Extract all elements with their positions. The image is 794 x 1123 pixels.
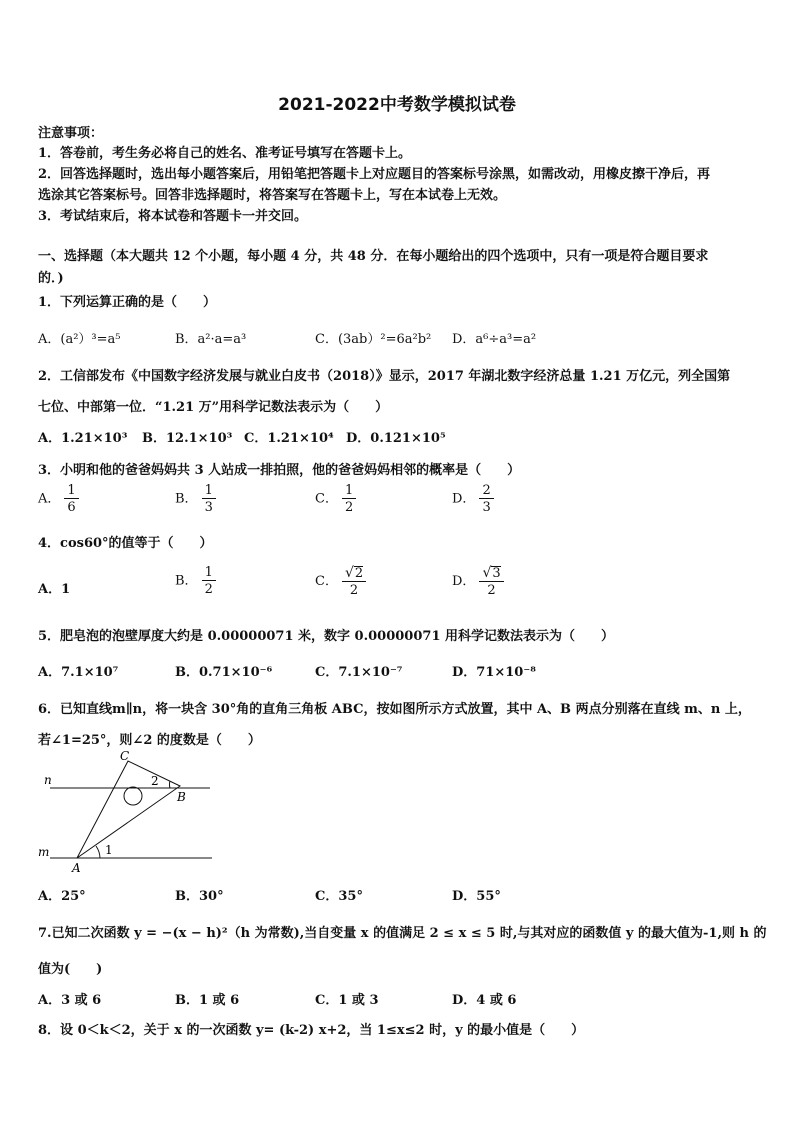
label-c: C [120,749,130,763]
q3-option-b-fraction [202,484,216,514]
q2-option-d: D．0.121×10⁵ [346,431,446,446]
q4-option-b-label: B． [175,573,198,589]
label-angle-1: 1 [105,843,113,857]
denominator: 2 [204,582,213,597]
q7-option-a: A．3 或 6 [38,993,102,1008]
denominator: 3 [204,500,213,515]
numerator: 1 [342,484,356,499]
section-heading-line-2: 的．) [38,271,64,286]
q4-option-c-fraction [342,566,366,597]
question-2-stem-1: 2．工信部发布《中国数字经济发展与就业白皮书（2018）》显示，2017 年湖北数字经济总量 1.21 万亿元，列全国第 [38,369,731,384]
q3-option-d-fraction [479,484,493,514]
numerator [479,566,503,582]
q4-option-c-label: C． [315,574,338,589]
angle-1-arc [96,846,100,858]
question-6-stem-2: 若∠1=25°，则∠2 的度数是（ ） [38,733,261,748]
radicand: 2 [354,566,364,581]
q1-option-d: D．a⁶÷a³=a² [452,332,537,347]
numerator [342,566,366,582]
hole-circle [124,787,142,805]
q3-option-c-label: C． [315,491,338,507]
q3-option-c-fraction [342,484,356,514]
question-6-stem-1: 6．已知直线m∥n，将一块含 30°角的直角三角板 ABC，按如图所示方式放置，其中 A、B 两点分别落在直线 m、n 上， [38,702,751,717]
question-8-stem: 8．设 0＜k＜2，关于 x 的一次函数 y= (k-2) x+2，当 1≤x≤2 时，y 的最小值是（ ） [38,1023,585,1038]
q6-option-d: D．55° [452,889,501,904]
q6-option-c: C．35° [315,889,363,904]
q1-option-a: A．(a²）³=a⁵ [38,332,121,347]
q3-option-a-fraction [64,484,78,514]
q5-option-b: B．0.71×10⁻⁶ [175,665,273,680]
q2-option-b: B．12.1×10³ [142,431,233,446]
question-5-stem: 5．肥皂泡的泡壁厚度大约是 0.00000071 米，数字 0.00000071 用科学记数法表示为（ ） [38,629,615,644]
q3-option-b-label: B． [175,491,198,507]
question-2-stem-2: 七位、中部第一位．“1.21 万”用科学记数法表示为（ ） [38,400,389,415]
q3-option-c [315,484,356,514]
question-1-stem: 1．下列运算正确的是（ ） [38,295,217,310]
q2-option-a: A．1.21×10³ [38,431,128,446]
q4-option-c [315,566,366,597]
notice-line-3: 3．考试结束后，将本试卷和答题卡一并交回。 [38,209,308,224]
numerator: 1 [202,566,216,581]
label-b: B [177,790,186,804]
radicand: 3 [492,566,501,581]
q4-option-d [452,566,504,597]
q1-option-b: B．a²·a=a³ [175,332,247,347]
q4-option-a: A．1 [38,582,71,597]
q3-option-d [452,484,494,514]
q5-option-a: A．7.1×10⁷ [38,665,119,680]
label-n: n [44,773,52,787]
denominator: 2 [349,583,359,598]
radical-sign: √ [344,565,354,581]
q4-option-d-fraction [479,566,503,597]
q5-option-c: C．7.1×10⁻⁷ [315,665,403,680]
q6-option-a: A．25° [38,889,86,904]
question-3-stem: 3．小明和他的爸爸妈妈共 3 人站成一排拍照，他的爸爸妈妈相邻的概率是（ ） [38,463,521,478]
q4-option-d-label: D． [452,574,476,589]
q4-option-b-fraction [202,566,216,596]
notice-line-2b: 选涂其它答案标号。回答非选择题时，将答案写在答题卡上，写在本试卷上无效。 [38,188,507,203]
label-angle-2: 2 [151,774,159,788]
denominator: 6 [67,500,76,515]
numerator: 1 [64,484,78,499]
denominator: 2 [344,500,354,515]
radical-sign: √ [482,565,492,581]
question-7-stem-2: 值为( ) [38,962,103,977]
q7-option-d: D．4 或 6 [452,993,517,1008]
q7-option-c: C．1 或 3 [315,993,379,1008]
q3-option-a-label: A． [38,491,61,507]
triangle-abc [77,761,180,858]
angle-2-arc [169,781,170,788]
q3-option-b [175,484,216,514]
page-title: 2021-2022中考数学模拟试卷 [278,95,516,115]
q3-option-d-label: D． [452,491,476,507]
notice-line-2a: 2．回答选择题时，选出每小题答案后，用铅笔把答题卡上对应题目的答案标号涂黑，如需改动，用橡皮擦干净后，再 [38,167,711,182]
denominator: 2 [487,583,496,598]
notice-line-1: 1．答卷前，考生务必将自己的姓名、准考证号填写在答题卡上。 [38,146,412,161]
q5-option-d: D．71×10⁻⁸ [452,665,536,680]
q1-option-c: C．(3ab）²=6a²b² [315,332,432,347]
question-7-stem-1: 7.已知二次函数 y = −(x − h)²（h 为常数),当自变量 x 的值满足 2 ≤ x ≤ 5 时,与其对应的函数值 y 的最大值为-1,则 h 的 [38,926,767,941]
q3-option-a [38,484,79,514]
numerator: 2 [479,484,493,499]
question-4-stem: 4．cos60°的值等于（ ） [38,536,213,551]
q6-option-b: B．30° [175,889,224,904]
q7-option-b: B．1 或 6 [175,993,240,1008]
numerator: 1 [202,484,216,499]
q4-option-b [175,566,216,596]
q2-option-c: C．1.21×10⁴ [244,431,334,446]
denominator: 3 [482,500,491,515]
q6-figure [30,748,230,876]
notice-heading: 注意事项： [38,126,104,141]
label-a: A [72,861,81,875]
section-heading-line-1: 一、选择题（本大题共 12 个小题，每小题 4 分，共 48 分．在每小题给出的四个选项中，只有一项是符合题目要求 [38,249,709,264]
label-m: m [38,845,50,859]
